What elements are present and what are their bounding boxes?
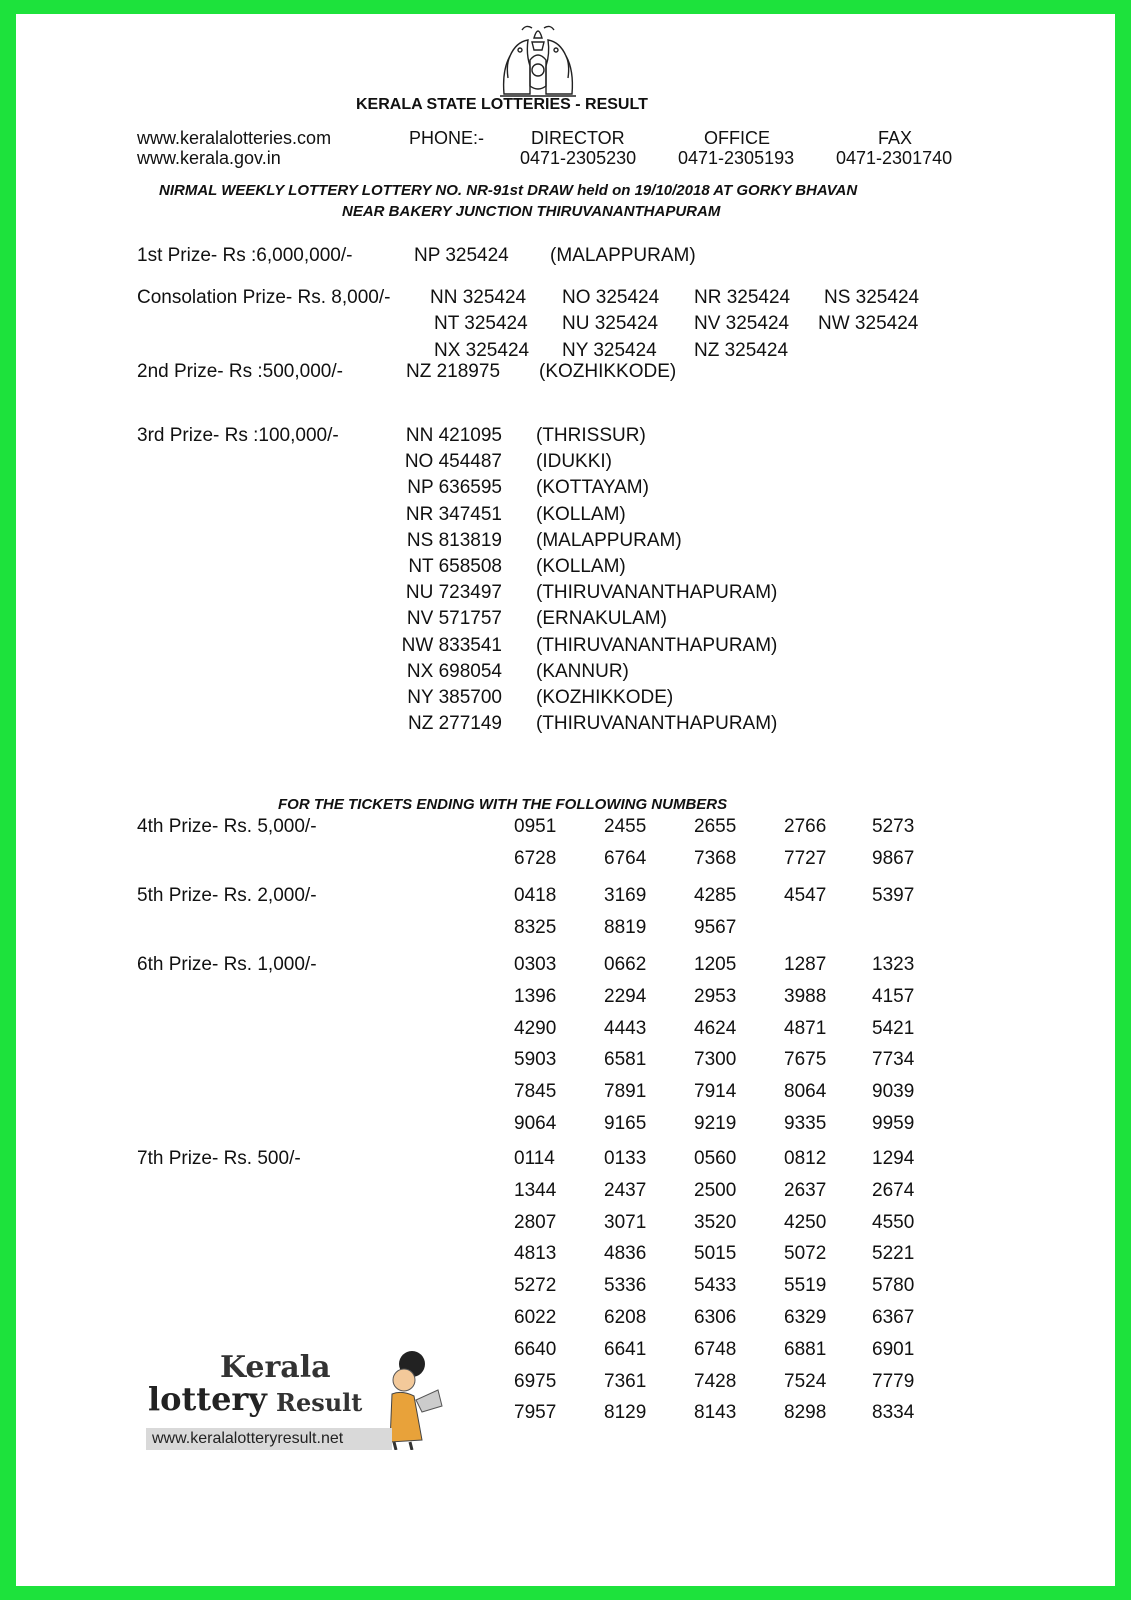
winning-number: 4285 [694, 885, 737, 906]
prize-label: 5th Prize- Rs. 2,000/- [137, 885, 317, 906]
winning-number: 4290 [514, 1018, 557, 1039]
consolation-prize-label: Consolation Prize- Rs. 8,000/- [137, 287, 391, 308]
winning-number: 9335 [784, 1113, 827, 1134]
winning-number: 7779 [872, 1371, 915, 1392]
phone-label: PHONE:- [409, 128, 485, 148]
winning-number: 9959 [872, 1113, 915, 1134]
consolation-ticket: NS 325424 [824, 287, 920, 308]
third-prize-place: (MALAPPURAM) [536, 530, 682, 551]
winning-number: 1396 [514, 986, 557, 1007]
winning-number: 5519 [784, 1275, 827, 1296]
winning-number: 2766 [784, 816, 827, 837]
winning-number: 5421 [872, 1018, 915, 1039]
winning-number: 4157 [872, 986, 915, 1007]
winning-number: 4624 [694, 1018, 737, 1039]
winning-number: 6728 [514, 848, 557, 869]
consolation-ticket: NX 325424 [434, 340, 530, 361]
winning-number: 6748 [694, 1339, 737, 1360]
office-label: OFFICE [704, 128, 770, 148]
winning-number: 1287 [784, 954, 827, 975]
winning-number: 2953 [694, 986, 737, 1007]
winning-number: 7524 [784, 1371, 827, 1392]
winning-number: 0951 [514, 816, 557, 837]
winning-number: 4813 [514, 1243, 557, 1264]
winning-number: 6901 [872, 1339, 915, 1360]
winning-number: 7957 [514, 1402, 557, 1423]
winning-number: 8129 [604, 1402, 647, 1423]
winning-number: 8143 [694, 1402, 737, 1423]
winning-number: 4836 [604, 1243, 647, 1264]
winning-number: 6306 [694, 1307, 737, 1328]
winning-number: 6975 [514, 1371, 557, 1392]
winning-number: 5780 [872, 1275, 915, 1296]
third-prize-place: (IDUKKI) [536, 451, 612, 472]
winning-number: 6641 [604, 1339, 647, 1360]
winning-number: 9567 [694, 917, 737, 938]
winning-number: 7914 [694, 1081, 737, 1102]
winning-number: 0662 [604, 954, 647, 975]
third-prize-ticket: NV 571757 [406, 608, 502, 629]
winning-number: 3071 [604, 1212, 647, 1233]
winning-number: 7727 [784, 848, 827, 869]
winning-number: 5433 [694, 1275, 737, 1296]
winning-number: 3988 [784, 986, 827, 1007]
winning-number: 2437 [604, 1180, 647, 1201]
winning-number: 4443 [604, 1018, 647, 1039]
winning-number: 7675 [784, 1049, 827, 1070]
draw-info-line2: NEAR BAKERY JUNCTION THIRUVANANTHAPURAM [342, 203, 721, 220]
winning-number: 6367 [872, 1307, 915, 1328]
consolation-ticket: NT 325424 [434, 313, 528, 334]
third-prize-ticket: NP 636595 [407, 477, 502, 498]
third-prize-ticket: NN 421095 [405, 425, 502, 446]
winning-number: 6881 [784, 1339, 827, 1360]
winning-number: 0303 [514, 954, 557, 975]
winning-number: 8325 [514, 917, 557, 938]
third-prize-ticket: NT 658508 [408, 556, 502, 577]
consolation-ticket: NU 325424 [562, 313, 659, 334]
logo-url[interactable]: www.keralalotteryresult.net [152, 1430, 344, 1447]
consolation-ticket: NW 325424 [818, 313, 919, 334]
winning-number: 8334 [872, 1402, 915, 1423]
winning-number: 6208 [604, 1307, 647, 1328]
winning-number: 7368 [694, 848, 737, 869]
winning-number: 0418 [514, 885, 557, 906]
winning-number: 3520 [694, 1212, 737, 1233]
logo-word-result: Result [276, 1388, 363, 1417]
winning-number: 5336 [604, 1275, 647, 1296]
third-prize-ticket: NS 813819 [406, 530, 502, 551]
winning-number: 5273 [872, 816, 915, 837]
winning-number: 2674 [872, 1180, 915, 1201]
winning-number: 6022 [514, 1307, 557, 1328]
first-prize-label: 1st Prize- Rs :6,000,000/- [137, 245, 353, 266]
winning-number: 6640 [514, 1339, 557, 1360]
winning-number: 2637 [784, 1180, 827, 1201]
first-prize-ticket: NP 325424 [414, 245, 509, 266]
prize-label: 7th Prize- Rs. 500/- [137, 1148, 301, 1169]
third-prize-place: (THIRUVANANTHAPURAM) [536, 713, 778, 734]
third-prize-ticket: NX 698054 [406, 661, 502, 682]
second-prize-ticket: NZ 218975 [406, 361, 501, 382]
prize-label: 6th Prize- Rs. 1,000/- [137, 954, 317, 975]
second-prize-place: (KOZHIKKODE) [539, 361, 677, 382]
winning-number: 8298 [784, 1402, 827, 1423]
website-link[interactable]: www.kerala.gov.in [137, 148, 281, 168]
winning-number: 2500 [694, 1180, 737, 1201]
winning-number: 5903 [514, 1049, 557, 1070]
winning-number: 0812 [784, 1148, 827, 1169]
consolation-ticket: NY 325424 [562, 340, 657, 361]
director-phone: 0471-2305230 [520, 148, 637, 168]
winning-number: 6581 [604, 1049, 647, 1070]
winning-number: 7300 [694, 1049, 737, 1070]
consolation-ticket: NZ 325424 [694, 340, 789, 361]
consolation-ticket: NV 325424 [694, 313, 790, 334]
winning-number: 6329 [784, 1307, 827, 1328]
office-phone: 0471-2305193 [678, 148, 795, 168]
winning-number: 5015 [694, 1243, 737, 1264]
winning-number: 9064 [514, 1113, 557, 1134]
winning-number: 0560 [694, 1148, 737, 1169]
winning-number: 8064 [784, 1081, 827, 1102]
logo-word-kerala: Kerala [220, 1350, 331, 1385]
fax-label: FAX [878, 128, 913, 148]
winning-number: 7734 [872, 1049, 915, 1070]
third-prize-place: (THIRUVANANTHAPURAM) [536, 582, 778, 603]
consolation-ticket: NR 325424 [694, 287, 791, 308]
winning-number: 4550 [872, 1212, 915, 1233]
winning-number: 8819 [604, 917, 647, 938]
prize-label: 4th Prize- Rs. 5,000/- [137, 816, 317, 837]
director-label: DIRECTOR [531, 128, 625, 148]
winning-number: 7361 [604, 1371, 647, 1392]
third-prize-place: (KOLLAM) [536, 504, 626, 525]
winning-number: 9867 [872, 848, 915, 869]
winning-number: 2655 [694, 816, 737, 837]
winning-number: 4871 [784, 1018, 827, 1039]
winning-number: 2807 [514, 1212, 557, 1233]
winning-number: 1205 [694, 954, 737, 975]
winning-number: 9165 [604, 1113, 647, 1134]
third-prize-ticket: NZ 277149 [407, 713, 502, 734]
third-prize-place: (KOZHIKKODE) [536, 687, 674, 708]
winning-number: 1323 [872, 954, 915, 975]
third-prize-ticket: NY 385700 [407, 687, 502, 708]
website-link[interactable]: www.keralalotteries.com [137, 128, 332, 148]
draw-info-line1: NIRMAL WEEKLY LOTTERY LOTTERY NO. NR-91st DRAW held on 19/10/2018 AT GORKY BHAVAN [159, 182, 858, 199]
winning-number: 1344 [514, 1180, 557, 1201]
winning-number: 9219 [694, 1113, 737, 1134]
third-prize-ticket: NO 454487 [404, 451, 502, 472]
third-prize-label: 3rd Prize- Rs :100,000/- [137, 425, 339, 446]
third-prize-place: (THRISSUR) [536, 425, 646, 446]
first-prize-place: (MALAPPURAM) [550, 245, 696, 266]
third-prize-ticket: NR 347451 [405, 504, 502, 525]
winning-number: 2294 [604, 986, 647, 1007]
winning-number: 7891 [604, 1081, 647, 1102]
third-prize-ticket: NU 723497 [405, 582, 502, 603]
second-prize-label: 2nd Prize- Rs :500,000/- [137, 361, 343, 382]
third-prize-place: (ERNAKULAM) [536, 608, 667, 629]
third-prize-ticket: NW 833541 [401, 635, 502, 656]
winning-number: 1294 [872, 1148, 915, 1169]
third-prize-place: (KANNUR) [536, 661, 629, 682]
page-title: KERALA STATE LOTTERIES - RESULT [356, 96, 648, 113]
consolation-ticket: NN 325424 [430, 287, 527, 308]
winning-number: 9039 [872, 1081, 915, 1102]
fax-number: 0471-2301740 [836, 148, 953, 168]
logo-word-lottery: lottery [148, 1380, 267, 1418]
result-sheet [16, 14, 1115, 1586]
winning-number: 7428 [694, 1371, 737, 1392]
winning-number: 7845 [514, 1081, 557, 1102]
third-prize-place: (THIRUVANANTHAPURAM) [536, 635, 778, 656]
winning-number: 4547 [784, 885, 827, 906]
winning-number: 0133 [604, 1148, 647, 1169]
winning-number: 5221 [872, 1243, 915, 1264]
third-prize-place: (KOLLAM) [536, 556, 626, 577]
winning-number: 0114 [514, 1148, 555, 1169]
winning-number: 4250 [784, 1212, 827, 1233]
consolation-ticket: NO 325424 [562, 287, 660, 308]
winning-number: 3169 [604, 885, 647, 906]
winning-number: 2455 [604, 816, 647, 837]
kerala-emblem-icon [496, 20, 580, 100]
kerala-lottery-result-logo [146, 1350, 446, 1460]
winning-number: 6764 [604, 848, 647, 869]
winning-number: 5072 [784, 1243, 827, 1264]
winning-number: 5397 [872, 885, 915, 906]
winning-number: 5272 [514, 1275, 557, 1296]
ending-numbers-heading: FOR THE TICKETS ENDING WITH THE FOLLOWING NUMBERS [278, 796, 728, 813]
third-prize-place: (KOTTAYAM) [536, 477, 649, 498]
